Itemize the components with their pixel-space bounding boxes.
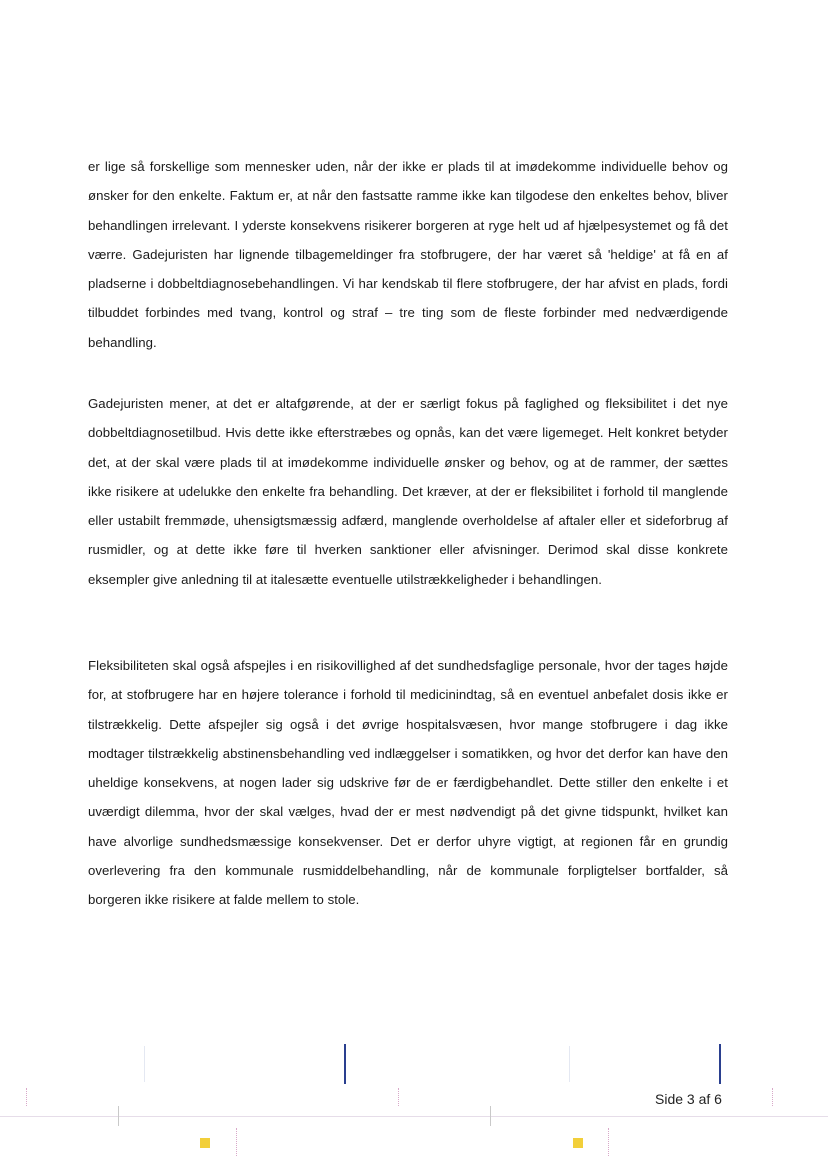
scan-artifact-registration-mark <box>398 1088 409 1106</box>
scan-artifact-faint-line <box>144 1046 145 1082</box>
scan-artifact-yellow-mark <box>573 1138 583 1148</box>
scan-artifact-faint-line <box>569 1046 570 1082</box>
scan-artifact-registration-mark <box>236 1128 247 1156</box>
scan-artifact-blue-bar-left <box>344 1044 346 1084</box>
scan-artifact-faint-line <box>118 1106 119 1126</box>
paragraph-2: Gadejuristen mener, at det er altafgørende, at der er særligt fokus på faglighed og fleksibilitet i det nye dobbeltdiagnosetilbud. Hvis dette ikke efterstræbes og opnås, kan det være ligemeget. Helt konkret betyder det, at der skal være plads til at imødekomme individuelle ønsker og behov, og at de rammer, der sættes ikke risikere at udelukke den enkelte fra behandling. Det kræver, at der er fleksibilitet i forhold til manglende eller ustabilt fremmøde, uhensigtsmæssig adfærd, manglende overholdelse af aftaler eller et sideforbrug af rusmidler, og at dette ikke føre til hverken sanktioner eller afvisninger. Derimod skal disse konkrete eksempler give anledning til at italesætte eventuelle utilstrækkeligheder i behandlingen. <box>88 396 728 587</box>
scan-artifact-registration-mark <box>608 1128 619 1156</box>
scan-artifact-yellow-mark <box>200 1138 210 1148</box>
scan-artifact-faint-line <box>490 1106 491 1126</box>
paragraph-1: er lige så forskellige som mennesker uden, når der ikke er plads til at imødekomme individuelle behov og ønsker for den enkelte. Faktum er, at når den fastsatte ramme ikke kan tilgodese den enkeltes behov, bliver behandlingen irrelevant. I yderste konsekvens risikerer borgeren at ryge helt ud af hjælpesystemet og få det værre. Gadejuristen har lignende tilbagemeldinger fra stofbrugere, der har været så 'heldige' at få en af pladserne i dobbeltdiagnosebehandlingen. Vi har kendskab til flere stofbrugere, der har afvist en plads, fordi tilbuddet forbindes med tvang, kontrol og straf – tre ting som de fleste forbinder med nedværdigende behandling. <box>88 159 728 350</box>
scan-artifact-registration-mark <box>772 1088 783 1106</box>
page-number: Side 3 af 6 <box>655 1091 722 1107</box>
scan-artifact-horizontal-line <box>0 1116 828 1117</box>
scan-artifact-blue-bar-right <box>719 1044 721 1084</box>
scan-artifact-registration-mark <box>26 1088 37 1106</box>
paragraph-3: Fleksibiliteten skal også afspejles i en risikovillighed af det sundhedsfaglige personale, hvor der tages højde for, at stofbrugere har en højere tolerance i forhold til medicinindtag, så en eventuel anbefalet dosis ikke er tilstrækkelig. Dette afspejler sig også i det øvrige hospitalsvæsen, hvor mange stofbrugere i dag ikke modtager tilstrækkelig abstinensbehandling ved indlæggelser i somatikken, og hvor det derfor kan have den uheldige konsekvens, at nogen lader sig udskrive før de er færdigbehandlet. Dette stiller den enkelte i et uværdigt dilemma, hvor der skal vælges, hvad der er mest nødvendigt på det givne tidspunkt, hvilket kan have alvorlige sundhedsmæssige konsekvenser. Det er derfor uhyre vigtigt, at regionen får en grundig overlevering fra den kommunale rusmiddelbehandling, når de kommunale forpligtelser bortfalder, så borgeren ikke risikere at falde mellem to stole. <box>88 658 728 908</box>
